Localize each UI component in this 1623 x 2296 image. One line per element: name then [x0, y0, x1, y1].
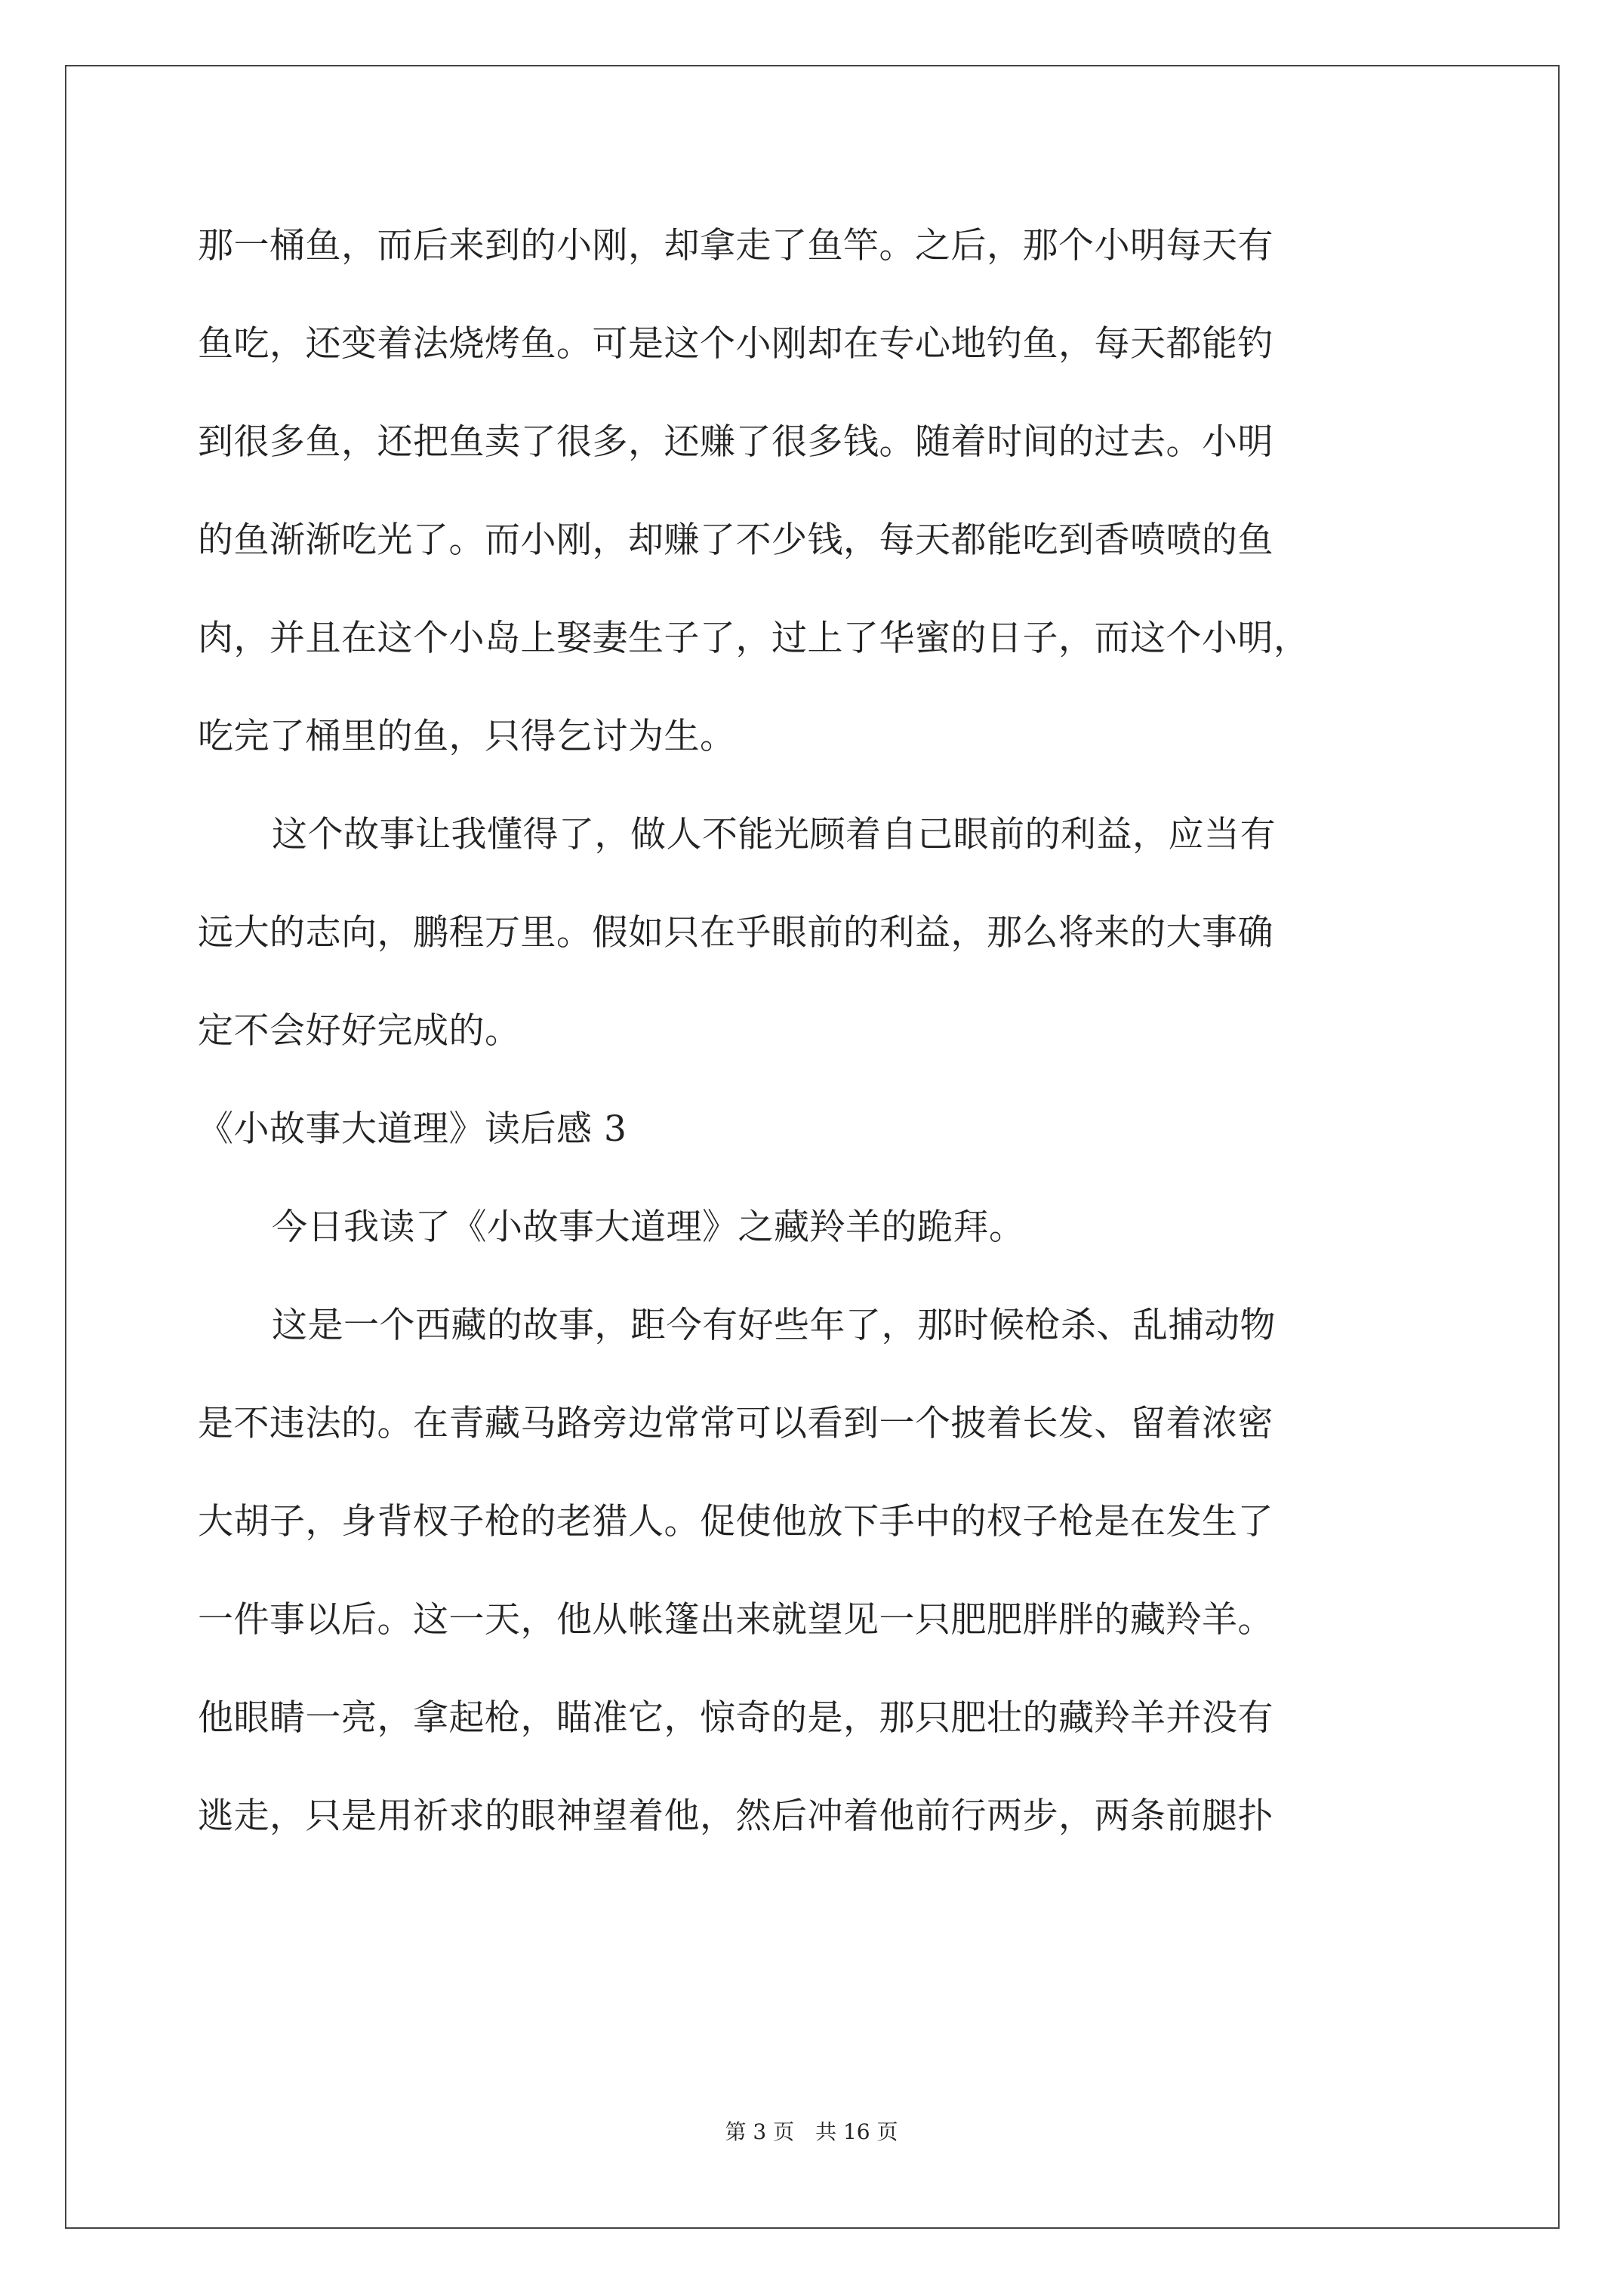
paragraph-line: 这是一个西藏的故事，距今有好些年了，那时候枪杀、乱捕动物	[272, 1305, 1276, 1346]
paragraph-line: 一件事以后。这一天，他从帐篷出来就望见一只肥肥胖胖的藏羚羊。	[198, 1599, 1273, 1641]
paragraph-line: 远大的志向，鹏程万里。假如只在乎眼前的利益，那么将来的大事确	[198, 912, 1273, 954]
paragraph-line: 鱼吃，还变着法烧烤鱼。可是这个小刚却在专心地钓鱼，每天都能钓	[198, 323, 1273, 365]
paragraph-line: 吃完了桶里的鱼，只得乞讨为生。	[198, 716, 736, 757]
paragraph-line: 那一桶鱼，而后来到的小刚，却拿走了鱼竿。之后，那个小明每天有	[198, 225, 1273, 267]
paragraph-line: 大胡子，身背杈子枪的老猎人。促使他放下手中的杈子枪是在发生了	[198, 1501, 1273, 1542]
paragraph-line: 肉，并且在这个小岛上娶妻生子了，过上了华蜜的日子，而这个小明，	[198, 618, 1310, 659]
paragraph-line: 到很多鱼，还把鱼卖了很多，还赚了很多钱。随着时间的过去。小明	[198, 421, 1273, 463]
section-heading: 《小故事大道理》读后感 3	[198, 1108, 627, 1150]
paragraph-line: 他眼睛一亮，拿起枪，瞄准它，惊奇的是，那只肥壮的藏羚羊并没有	[198, 1697, 1273, 1739]
paragraph-line: 是不违法的。在青藏马路旁边常常可以看到一个披着长发、留着浓密	[198, 1403, 1273, 1444]
paragraph-line: 定不会好好完成的。	[198, 1010, 521, 1052]
paragraph-line: 的鱼渐渐吃光了。而小刚，却赚了不少钱，每天都能吃到香喷喷的鱼	[198, 519, 1273, 561]
paragraph-line: 逃走，只是用祈求的眼神望着他，然后冲着他前行两步，两条前腿扑	[198, 1795, 1273, 1837]
paragraph-line: 今日我读了《小故事大道理》之藏羚羊的跪拜。	[272, 1207, 1025, 1248]
page-number-footer: 第 3 页 共 16 页	[725, 2119, 898, 2144]
paragraph-line: 这个故事让我懂得了，做人不能光顾着自己眼前的利益，应当有	[272, 814, 1276, 855]
